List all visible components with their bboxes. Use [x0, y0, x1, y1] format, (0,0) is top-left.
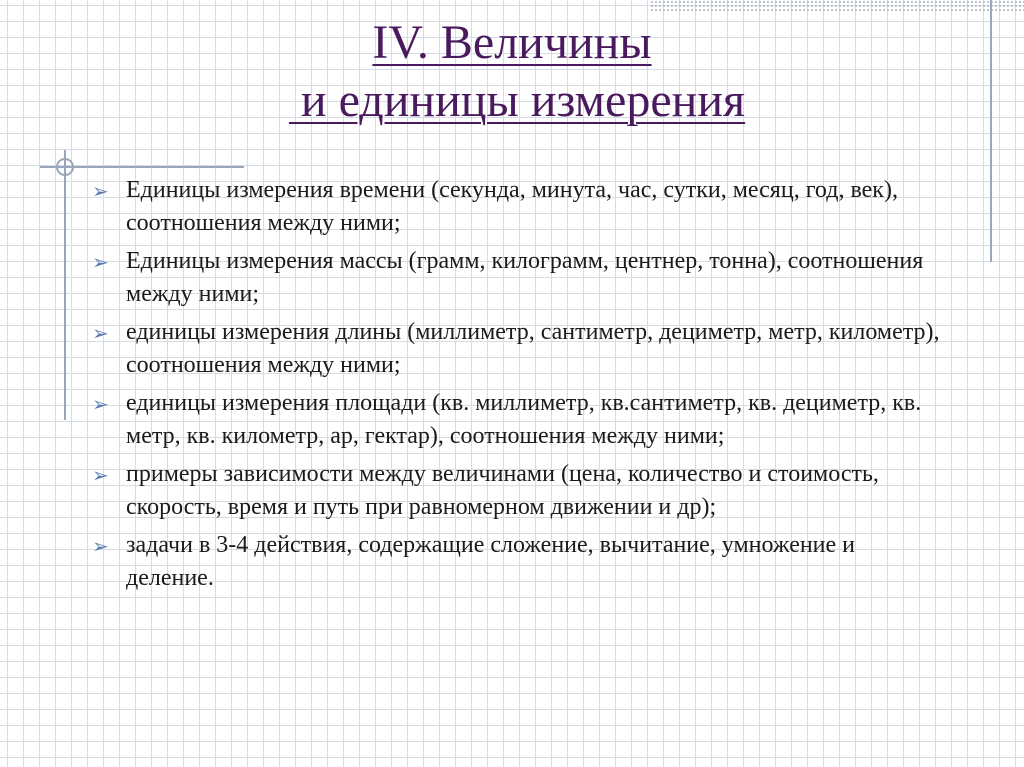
bullet-item [88, 529, 948, 595]
chevron-arrow-icon: ➢ [92, 534, 109, 558]
bullet-text: Единицы измерения времени (секунда, минута, час, сутки, месяц, год, век), соотношения между ними; [126, 177, 898, 236]
bullet-text: единицы измерения площади (кв. миллиметр, кв.сантиметр, кв. дециметр, кв. метр, кв. километр, ар, гектар), соотношения между ними; [126, 390, 922, 449]
bullet-item [88, 245, 948, 311]
bullet-item [88, 387, 948, 453]
bullet-item [88, 316, 948, 382]
bullet-text: Единицы измерения массы (грамм, килограмм, центнер, тонна), соотношения между ними; [126, 248, 924, 307]
bullet-item [88, 174, 948, 240]
decorative-crosshair-vertical [64, 150, 66, 420]
title-line-2: и единицы измерения [288, 74, 746, 127]
bullet-item [88, 458, 948, 524]
bullet-text: примеры зависимости между величинами (цена, количество и стоимость, скорость, время и путь при равномерном движении и др); [126, 461, 879, 520]
bullet-text: единицы измерения длины (миллиметр, сантиметр, дециметр, метр, километр), соотношения между ними; [126, 319, 940, 378]
title-line-1: IV. Величины [372, 16, 652, 69]
decorative-crosshair-ring [56, 158, 74, 176]
chevron-arrow-icon: ➢ [92, 321, 109, 345]
chevron-arrow-icon: ➢ [92, 179, 109, 203]
bullet-list [88, 174, 948, 600]
chevron-arrow-icon: ➢ [92, 392, 109, 416]
chevron-arrow-icon: ➢ [92, 463, 109, 487]
slide-title [0, 14, 1024, 130]
chevron-arrow-icon: ➢ [92, 250, 109, 274]
bullet-text: задачи в 3-4 действия, содержащие сложение, вычитание, умножение и деление. [126, 532, 856, 591]
decorative-dot-band [650, 0, 1024, 12]
